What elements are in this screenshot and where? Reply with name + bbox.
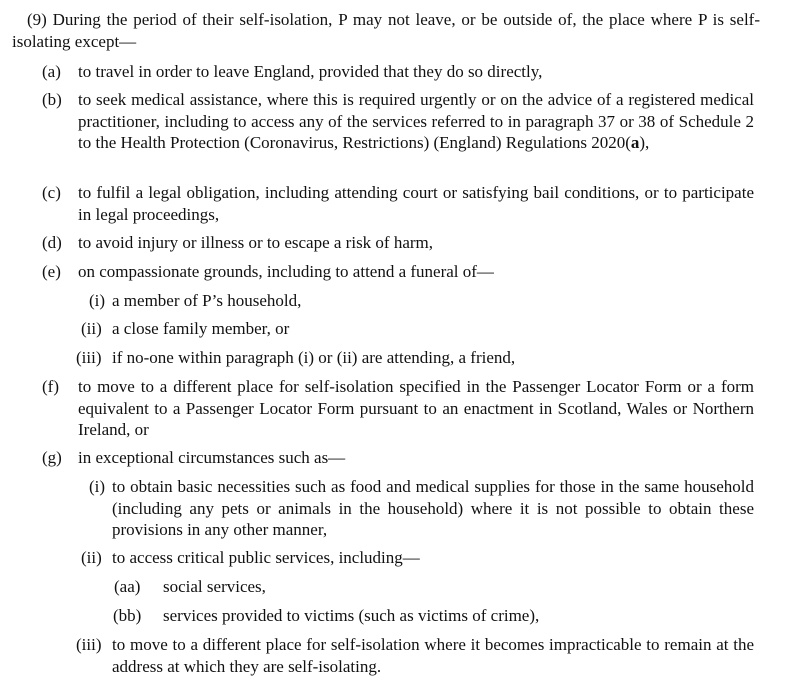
- item-d: [42, 232, 754, 254]
- item-f: [42, 376, 754, 441]
- item-a-text: to travel in order to leave England, provided that they do so directly,: [78, 62, 543, 81]
- item-e-ii-label: (ii): [81, 319, 102, 338]
- item-e-i-label: (i): [89, 291, 106, 310]
- item-g-ii-aa-label: (aa): [114, 577, 141, 596]
- item-b: [42, 89, 754, 154]
- item-b-label: (b): [42, 90, 62, 109]
- item-g-ii-text: to access critical public services, including—: [112, 548, 420, 567]
- item-g-i-label: (i): [89, 477, 106, 496]
- item-g: [42, 447, 754, 469]
- item-d-label: (d): [42, 233, 62, 252]
- item-e: [42, 261, 754, 283]
- item-a-label: (a): [42, 62, 61, 81]
- item-g-label: (g): [42, 448, 62, 467]
- item-e-iii: [76, 347, 754, 369]
- item-g-ii-bb: [113, 605, 754, 627]
- paragraph-9-intro: (9) During the period of their self-isolation, P may not leave, or be outside of, the place where P is self-isolating except—: [12, 10, 760, 51]
- item-a: [42, 61, 758, 83]
- footnote-reference[interactable]: a: [630, 133, 640, 152]
- item-e-text: on compassionate grounds, including to attend a funeral of—: [78, 262, 494, 281]
- item-g-ii: [81, 547, 754, 569]
- item-g-i-text: to obtain basic necessities such as food and medical supplies for those in the same household (including any pets or animals in the household) where it is not possible to obtain these provisions in any other manner,: [112, 477, 754, 539]
- item-e-ii: [81, 318, 754, 340]
- item-e-iii-label: (iii): [76, 348, 102, 367]
- item-g-iii-text: to move to a different place for self-isolation where it becomes impracticable to remain at the address at which they are self-isolating.: [112, 635, 754, 676]
- item-e-iii-text: if no-one within paragraph (i) or (ii) are attending, a friend,: [112, 348, 516, 367]
- item-e-label: (e): [42, 262, 61, 281]
- item-g-ii-aa-text: social services,: [163, 577, 266, 596]
- item-g-iii-label: (iii): [76, 635, 102, 654]
- item-g-iii: [76, 634, 754, 677]
- item-f-text: to move to a different place for self-isolation specified in the Passenger Locator Form or a form equivalent to a Passenger Locator Form pursuant to an enactment in Scotland, Wales or Northern Ireland, or: [78, 377, 754, 439]
- item-b-text: [78, 89, 754, 154]
- item-g-ii-label: (ii): [81, 548, 102, 567]
- item-c-text: to fulfil a legal obligation, including attending court or satisfying bail conditions, or to participate in legal proceedings,: [78, 183, 754, 224]
- item-g-i: [89, 476, 754, 541]
- item-g-text: in exceptional circumstances such as—: [78, 448, 346, 467]
- item-c: [42, 182, 754, 225]
- item-b-text-end: ),: [639, 133, 650, 152]
- item-g-ii-bb-text: services provided to victims (such as victims of crime),: [163, 606, 540, 625]
- item-d-text: to avoid injury or illness or to escape a risk of harm,: [78, 233, 434, 252]
- item-c-label: (c): [42, 183, 61, 202]
- item-f-label: (f): [42, 377, 59, 396]
- item-b-text-main: to seek medical assistance, where this is required urgently or on the advice of a registered medical practitioner, including to access any of the services referred to in paragraph 37 or 38 of Schedule 2 to the Health Protection (Coronavirus, Restrictions) (England) Regulations 2020(: [78, 90, 754, 152]
- item-e-i-text: a member of P’s household,: [112, 291, 302, 310]
- item-e-ii-text: a close family member, or: [112, 319, 290, 338]
- item-g-ii-aa: [114, 576, 754, 598]
- item-g-ii-bb-label: (bb): [113, 606, 142, 625]
- item-e-i: [89, 290, 754, 312]
